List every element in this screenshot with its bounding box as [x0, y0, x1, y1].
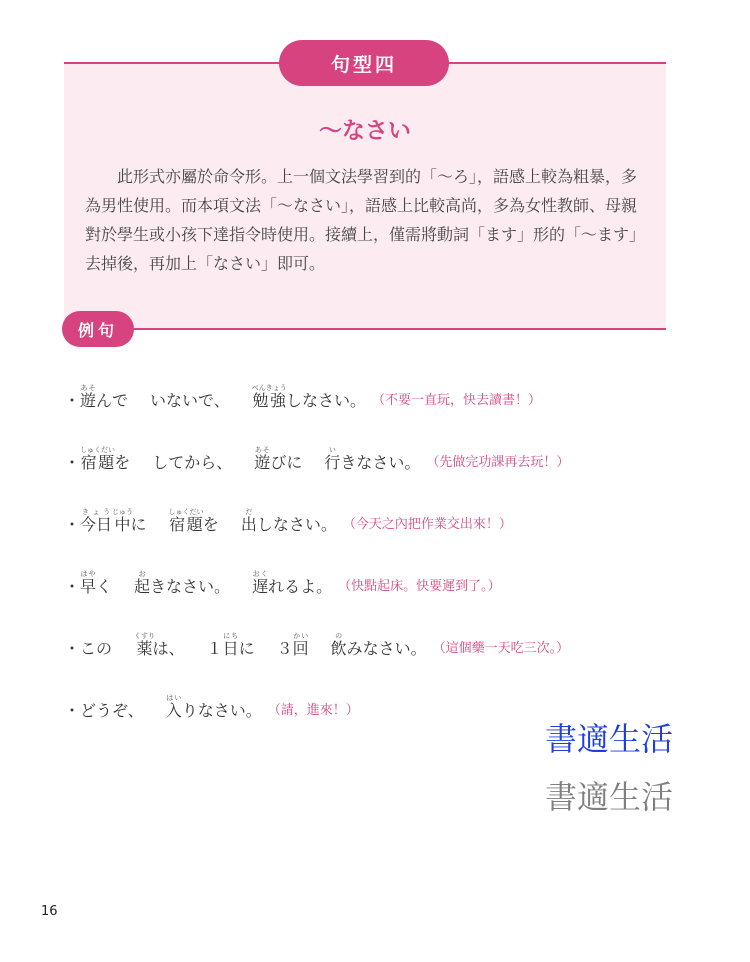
bullet: ・: [64, 391, 81, 410]
kanji-with-reading: 行い: [324, 446, 341, 472]
sentence-segment: どうぞ、: [80, 701, 144, 720]
pattern-label: 句型四: [279, 40, 449, 86]
sentence-segment: 今日きょう中じゅうに: [80, 508, 147, 534]
grammar-title: ～なさい: [319, 118, 411, 144]
kanji-with-reading: 出だ: [240, 508, 257, 534]
kanji-with-reading: 遊あそ: [254, 446, 271, 472]
kanji-with-reading: 起お: [134, 570, 151, 596]
bullet: ・: [64, 701, 81, 720]
translation: （不要一直玩，快去讀書！）: [372, 393, 542, 408]
sentence-segment: 行いきなさい。: [324, 446, 421, 472]
example-sentence: [64, 476, 714, 538]
page-number: 16: [41, 904, 58, 919]
sentence-segment: 出だしなさい。: [240, 508, 337, 534]
kanji-with-reading: 飲の: [330, 632, 347, 658]
kanji-with-reading: 薬くすり: [134, 632, 156, 658]
translation: （先做完功課再去玩！）: [426, 455, 570, 470]
example-sentence: [64, 414, 714, 476]
sentence-segment: ３回かい: [276, 632, 309, 658]
example-sentence: [64, 352, 714, 414]
watermark-blue: 書適生活: [545, 720, 674, 758]
sentence-segment: 宿題しゅくだいを: [168, 508, 219, 534]
kanji-with-reading: 今日きょう: [80, 508, 113, 534]
example-sentence: [64, 538, 714, 600]
sentence-segment: いないで、: [150, 391, 230, 410]
sentence-segment: １日にちに: [206, 632, 255, 658]
watermark-gray: 書適生活: [545, 778, 674, 816]
kanji-with-reading: 早はや: [80, 570, 97, 596]
kanji-with-reading: 遊あそ: [80, 384, 97, 410]
kanji-with-reading: 宿題しゅくだい: [168, 508, 204, 534]
sentence-segment: 遅おくれるよ。: [252, 570, 333, 596]
kanji-with-reading: 日にち: [222, 632, 239, 658]
examples-list: [64, 352, 714, 724]
sentence-segment: 遊あそびに: [254, 446, 303, 472]
sentence-segment: 起おきなさい。: [134, 570, 231, 596]
bullet: ・: [64, 515, 81, 534]
sentence-segment: してから、: [152, 453, 233, 472]
bullet: ・: [64, 453, 81, 472]
sentence-segment: 早はやく: [80, 570, 113, 596]
sentence-segment: 宿題しゅくだいを: [80, 446, 131, 472]
sentence-segment: 薬くすりは、: [134, 632, 185, 658]
sentence-segment: 勉強べんきょうしなさい。: [251, 384, 366, 410]
kanji-with-reading: 勉強べんきょう: [251, 384, 287, 410]
kanji-with-reading: 中じゅう: [112, 508, 134, 534]
bullet: ・: [64, 639, 81, 658]
description-text: 此形式亦屬於命令形。上一個文法學習到的「～ろ」，語感上較為粗暴，多為男性使用。而本項文法「～なさい」，語感上比較高尚，多為女性教師、母親對於學生或小孩下達指令時使用。接續上，僅需將動詞「ます」形的「～ます」去掉後，再加上「なさい」即可。: [85, 167, 646, 273]
translation: （請，進來！）: [267, 703, 359, 718]
kanji-with-reading: 遅おく: [252, 570, 269, 596]
translation: （這個藥一天吃三次。）: [432, 641, 570, 656]
translation: （快點起床。快要遲到了。）: [338, 579, 501, 594]
kanji-with-reading: 入はい: [165, 694, 182, 720]
examples-label: 例句: [62, 311, 134, 347]
sentence-segment: 飲のみなさい。: [330, 632, 427, 658]
sentence-segment: 遊あそんで: [80, 384, 129, 410]
translation: （今天之內把作業交出來！）: [342, 517, 512, 532]
bullet: ・: [64, 577, 81, 596]
sentence-segment: この: [80, 639, 113, 658]
sentence-segment: 入はいりなさい。: [165, 694, 262, 720]
kanji-with-reading: 回かい: [292, 632, 309, 658]
kanji-with-reading: 宿題しゅくだい: [80, 446, 115, 472]
example-sentence: [64, 600, 714, 662]
